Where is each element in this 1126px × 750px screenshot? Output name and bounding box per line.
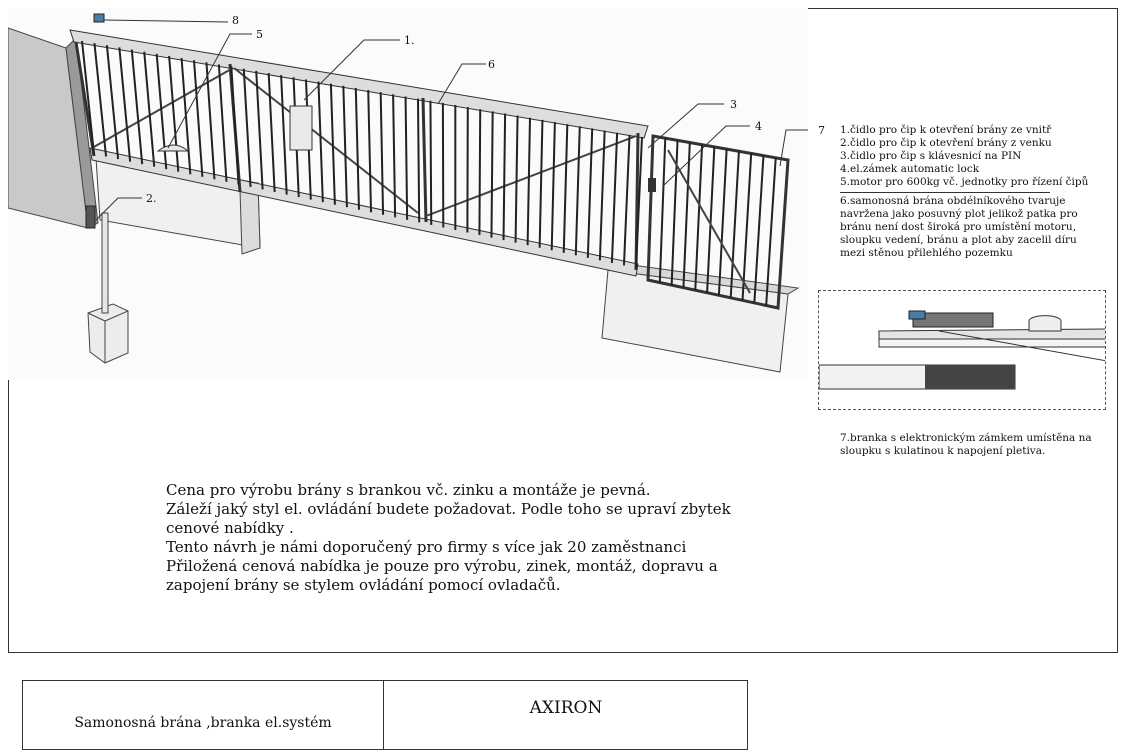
legend-divider <box>840 192 1050 193</box>
gate-bar <box>144 52 154 167</box>
gate-bar <box>368 90 371 212</box>
callout-5: 5 <box>256 28 263 41</box>
gate-bar <box>343 86 347 207</box>
gate-bar <box>479 109 480 235</box>
legend-item-1: 1.čidlo pro čip k otevření brány ze vnitř <box>840 124 1110 137</box>
gate-bar <box>281 75 287 194</box>
gate-bar <box>540 120 543 248</box>
gate-bar <box>552 122 555 250</box>
gate-bar <box>356 88 359 210</box>
gate-bar <box>418 99 419 223</box>
callout-2: 2. <box>146 192 157 205</box>
gate-bar <box>504 114 506 241</box>
legend-item-3: 3.čidlo pro čip s klávesnicí na PIN <box>840 150 1110 163</box>
gate-bar <box>244 69 251 187</box>
gate-bar <box>491 111 492 237</box>
gate-bar <box>588 128 592 257</box>
callout-6: 6 <box>488 58 495 71</box>
gate-bar <box>393 94 395 217</box>
wicket-bar <box>660 138 665 282</box>
wicket-bar <box>695 145 702 290</box>
legend-item-2: 2.čidlo pro čip k otevření brány z venku <box>840 137 1110 150</box>
wicket-bar <box>731 151 739 298</box>
wicket-bar <box>719 149 727 295</box>
gate-bar <box>528 118 530 245</box>
callout-4: 4 <box>755 120 762 133</box>
gate-bar <box>576 126 580 255</box>
gate-bar <box>269 73 275 192</box>
gate-bar <box>318 82 322 203</box>
callout-3: 3 <box>730 98 737 111</box>
offer-line-4: Přiložená cenová nabídka je pouze pro výrobu, zinek, montáž, dopravu a zapojení brány se stylem ovládání pomocí ovladačů. <box>166 557 766 595</box>
offer-line-3: Tento návrh je námi doporučený pro firmy s více jak 20 zaměstnanci <box>166 538 766 557</box>
gate-bar <box>564 124 568 253</box>
gate-bar <box>381 92 383 215</box>
offer-description <box>166 481 766 595</box>
offer-line-1: Cena pro výrobu brány s brankou vč. zinku a montáže je pevná. <box>166 481 766 500</box>
detail-view-dashed <box>818 290 1106 410</box>
gate-bar <box>430 101 431 225</box>
gate-bar <box>612 133 617 263</box>
gate-bar <box>169 56 178 172</box>
gate-3d-drawing <box>8 8 808 380</box>
gate-bar <box>194 60 202 177</box>
wicket-bar <box>754 156 763 303</box>
gate-bar <box>94 43 106 156</box>
callout-1: 1. <box>404 34 415 47</box>
callout-8: 8 <box>232 14 239 27</box>
legend-item-5: 5.motor pro 600kg vč. jednotky pro řízení čipů <box>840 176 1110 189</box>
note-7: 7.branka s elektronickým zámkem umístěna na sloupku s kulatinou k napojení pletiva. <box>840 432 1100 458</box>
legend-item-4: 4.el.zámek automatic lock <box>840 163 1110 176</box>
title-block-description: Samonosná brána ,branka el.systém <box>23 715 383 731</box>
gate-bar <box>624 135 630 266</box>
title-block <box>22 680 748 750</box>
gate-bar <box>219 64 227 181</box>
callout-7: 7 <box>818 124 825 137</box>
title-block-company: AXIRON <box>384 698 748 718</box>
gate-bar <box>182 58 191 174</box>
legend-note-6: 6.samonosná brána obdélníkového tvaruje navržena jako posuvný plot jelikož patka pro bránu není dost široká pro umístění motoru, sloupku vedení, bránu a plot aby zacelil díru mezi stěnou přilehlého pozemku <box>840 195 1100 260</box>
wicket-bar <box>743 153 752 300</box>
gate-bar <box>107 45 118 159</box>
gate-bar <box>132 50 142 165</box>
detail-illustration <box>819 291 1106 410</box>
gate-bar <box>231 67 238 185</box>
gate-bars <box>82 41 642 268</box>
gate-bar <box>516 116 518 243</box>
title-block-left-cell <box>23 681 384 749</box>
offer-line-2: Záleží jaký styl el. ovládání budete požadovat. Podle toho se upraví zbytek cenové nabídky . <box>166 500 766 538</box>
legend-panel <box>840 124 1110 260</box>
wicket-bar <box>766 158 776 306</box>
gate-bar <box>406 96 408 219</box>
wicket-bar <box>683 143 689 288</box>
gate-illustration <box>8 8 808 380</box>
gate-bar <box>119 47 130 161</box>
